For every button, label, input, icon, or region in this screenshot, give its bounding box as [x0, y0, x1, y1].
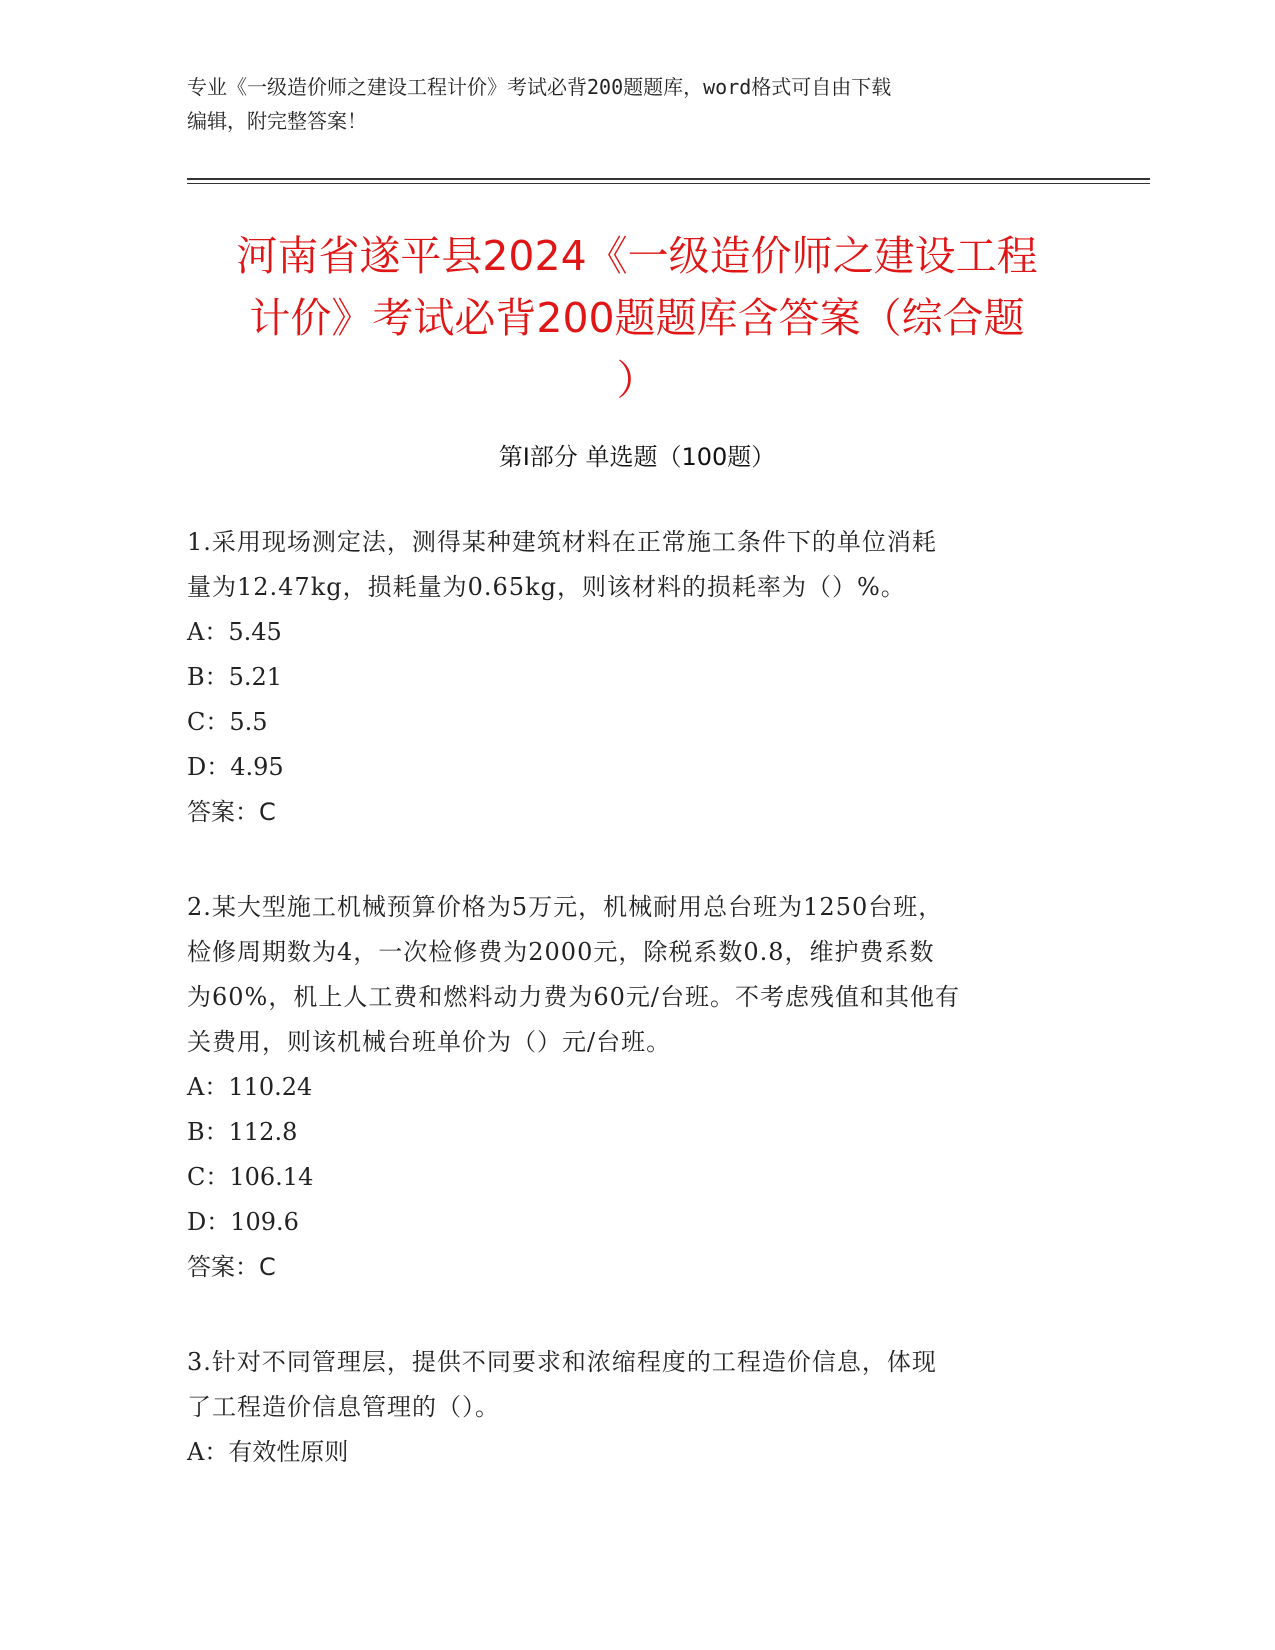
- question-stem-line: 1.采用现场测定法，测得某种建筑材料在正常施工条件下的单位消耗: [187, 528, 937, 556]
- question-stem-line: 量为12.47kg，损耗量为0.65kg，则该材料的损耗率为（）%。: [187, 573, 906, 601]
- question-stem-line: 检修周期数为4，一次检修费为2000元，除税系数0.8，维护费系数: [187, 938, 935, 966]
- answer-line: 答案：C: [187, 1253, 276, 1281]
- question-spacer: [187, 1290, 1087, 1340]
- question-stem-line: 关费用，则该机械台班单价为（）元/台班。: [187, 1028, 672, 1056]
- header-line-2: 编辑，附完整答案！: [187, 109, 367, 133]
- question-stem-line: 为60%，机上人工费和燃料动力费为60元/台班。不考虑残值和其他有: [187, 983, 960, 1011]
- option-b: B：112.8: [187, 1118, 298, 1146]
- question-spacer: [187, 835, 1087, 885]
- title-line-2: 计价》考试必背200题题库含答案（综合题: [249, 294, 1025, 342]
- title-line-1: 河南省遂平县2024《一级造价师之建设工程: [236, 232, 1038, 280]
- option-c: C：5.5: [187, 708, 268, 736]
- option-d: D：109.6: [187, 1208, 299, 1236]
- answer-line: 答案：C: [187, 798, 276, 826]
- header-line-1: 专业《一级造价师之建设工程计价》考试必背200题题库，word格式可自由下载: [187, 75, 892, 99]
- title-line-3: ）: [616, 356, 658, 404]
- option-a: A：110.24: [187, 1073, 313, 1101]
- question-list: [187, 520, 1087, 1475]
- header-divider-thin: [187, 183, 1150, 184]
- option-a: A：有效性原则: [187, 1438, 349, 1466]
- page-header: [187, 70, 1087, 138]
- option-c: C：106.14: [187, 1163, 314, 1191]
- option-d: D：4.95: [187, 753, 284, 781]
- question-3: [187, 1340, 1087, 1475]
- question-stem-line: 3.针对不同管理层，提供不同要求和浓缩程度的工程造价信息，体现: [187, 1348, 937, 1376]
- question-stem-line: 了工程造价信息管理的（）。: [187, 1393, 500, 1421]
- question-1: [187, 520, 1087, 835]
- header-divider-thick: [187, 178, 1150, 180]
- question-2: [187, 885, 1087, 1290]
- section-heading: 第I部分 单选题（100题）: [498, 443, 776, 471]
- option-b: B：5.21: [187, 663, 283, 691]
- option-a: A：5.45: [187, 618, 282, 646]
- question-stem-line: 2.某大型施工机械预算价格为5万元，机械耐用总台班为1250台班，: [187, 893, 944, 921]
- document-title: [187, 225, 1087, 411]
